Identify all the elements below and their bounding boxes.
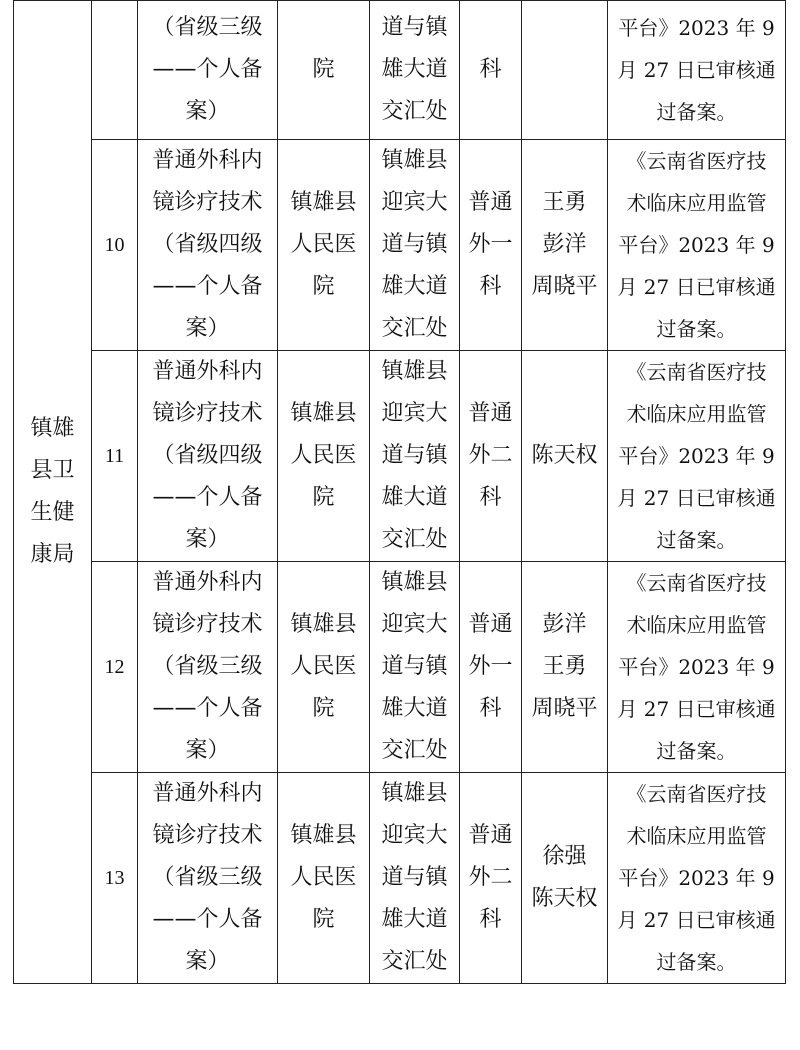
hospital-address: 镇雄县 迎宾大 道与镇 雄大道 交汇处: [381, 781, 448, 974]
row-number: 12: [104, 656, 125, 678]
doctors-cell: [522, 562, 608, 773]
hospital-name: 镇雄县 人民医 院: [290, 823, 357, 932]
project-cell: [138, 1, 278, 140]
doctors-cell: [522, 773, 608, 984]
record-note: 《云南省医疗技 术临床应用监管 平台》2023 年 9 月 27 日已审核通 过备案。: [617, 360, 776, 552]
hospital-cell: [278, 140, 370, 351]
section-cell: [460, 1, 522, 140]
address-cell: [370, 1, 460, 140]
hospital-address: 道与镇 雄大道 交汇处: [381, 15, 448, 124]
hospital-name: 镇雄县 人民医 院: [290, 612, 357, 721]
doctors-cell: [522, 1, 608, 140]
project-name: （省级三级 ——个人备 案）: [152, 15, 263, 124]
table-row: [14, 351, 786, 562]
hospital-name: 镇雄县 人民医 院: [290, 401, 357, 510]
section-name: 科: [479, 57, 502, 82]
doctor-names: 彭洋 王勇 周晓平: [531, 612, 598, 721]
project-name: 普通外科内 镜诊疗技术 （省级四级 ——个人备 案）: [152, 148, 263, 341]
table-row: [14, 773, 786, 984]
project-cell: [138, 351, 278, 562]
doctor-names: 陈天权: [531, 443, 598, 468]
hospital-cell: [278, 562, 370, 773]
project-cell: [138, 140, 278, 351]
section-cell: [460, 562, 522, 773]
number-cell: [92, 140, 138, 351]
record-note: 平台》2023 年 9 月 27 日已审核通 过备案。: [617, 16, 776, 124]
section-cell: [460, 773, 522, 984]
note-cell: [608, 351, 786, 562]
department-name: 镇雄 县卫 生健 康局: [30, 416, 75, 567]
hospital-cell: [278, 773, 370, 984]
number-cell: [92, 562, 138, 773]
department-cell: [14, 1, 92, 984]
record-note: 《云南省医疗技 术临床应用监管 平台》2023 年 9 月 27 日已审核通 过备案。: [617, 571, 776, 763]
project-name: 普通外科内 镜诊疗技术 （省级四级 ——个人备 案）: [152, 359, 263, 552]
hospital-address: 镇雄县 迎宾大 道与镇 雄大道 交汇处: [381, 570, 448, 763]
number-cell: [92, 1, 138, 140]
section-cell: [460, 140, 522, 351]
address-cell: [370, 773, 460, 984]
section-name: 普通 外一 科: [468, 190, 513, 299]
number-cell: [92, 351, 138, 562]
hospital-address: 镇雄县 迎宾大 道与镇 雄大道 交汇处: [381, 148, 448, 341]
hospital-cell: [278, 1, 370, 140]
note-cell: [608, 140, 786, 351]
row-number: 10: [104, 234, 125, 256]
address-cell: [370, 140, 460, 351]
record-note: 《云南省医疗技 术临床应用监管 平台》2023 年 9 月 27 日已审核通 过备案。: [617, 149, 776, 341]
table-row: [14, 1, 786, 140]
address-cell: [370, 351, 460, 562]
doctors-cell: [522, 351, 608, 562]
section-name: 普通 外二 科: [468, 401, 513, 510]
hospital-name: 镇雄县 人民医 院: [290, 190, 357, 299]
section-name: 普通 外一 科: [468, 612, 513, 721]
doctors-cell: [522, 140, 608, 351]
note-cell: [608, 562, 786, 773]
hospital-address: 镇雄县 迎宾大 道与镇 雄大道 交汇处: [381, 359, 448, 552]
note-cell: [608, 1, 786, 140]
registration-table: [13, 0, 786, 984]
section-cell: [460, 351, 522, 562]
note-cell: [608, 773, 786, 984]
row-number: 11: [104, 445, 125, 467]
project-name: 普通外科内 镜诊疗技术 （省级三级 ——个人备 案）: [152, 570, 263, 763]
number-cell: [92, 773, 138, 984]
record-note: 《云南省医疗技 术临床应用监管 平台》2023 年 9 月 27 日已审核通 过备案。: [617, 782, 776, 974]
hospital-cell: [278, 351, 370, 562]
project-cell: [138, 773, 278, 984]
table-row: [14, 562, 786, 773]
doctor-names: 徐强 陈天权: [531, 844, 598, 911]
section-name: 普通 外二 科: [468, 823, 513, 932]
project-cell: [138, 562, 278, 773]
hospital-name: 院: [312, 57, 335, 82]
table-row: [14, 140, 786, 351]
project-name: 普通外科内 镜诊疗技术 （省级三级 ——个人备 案）: [152, 781, 263, 974]
doctor-names: 王勇 彭洋 周晓平: [531, 190, 598, 299]
row-number: 13: [104, 867, 125, 889]
address-cell: [370, 562, 460, 773]
